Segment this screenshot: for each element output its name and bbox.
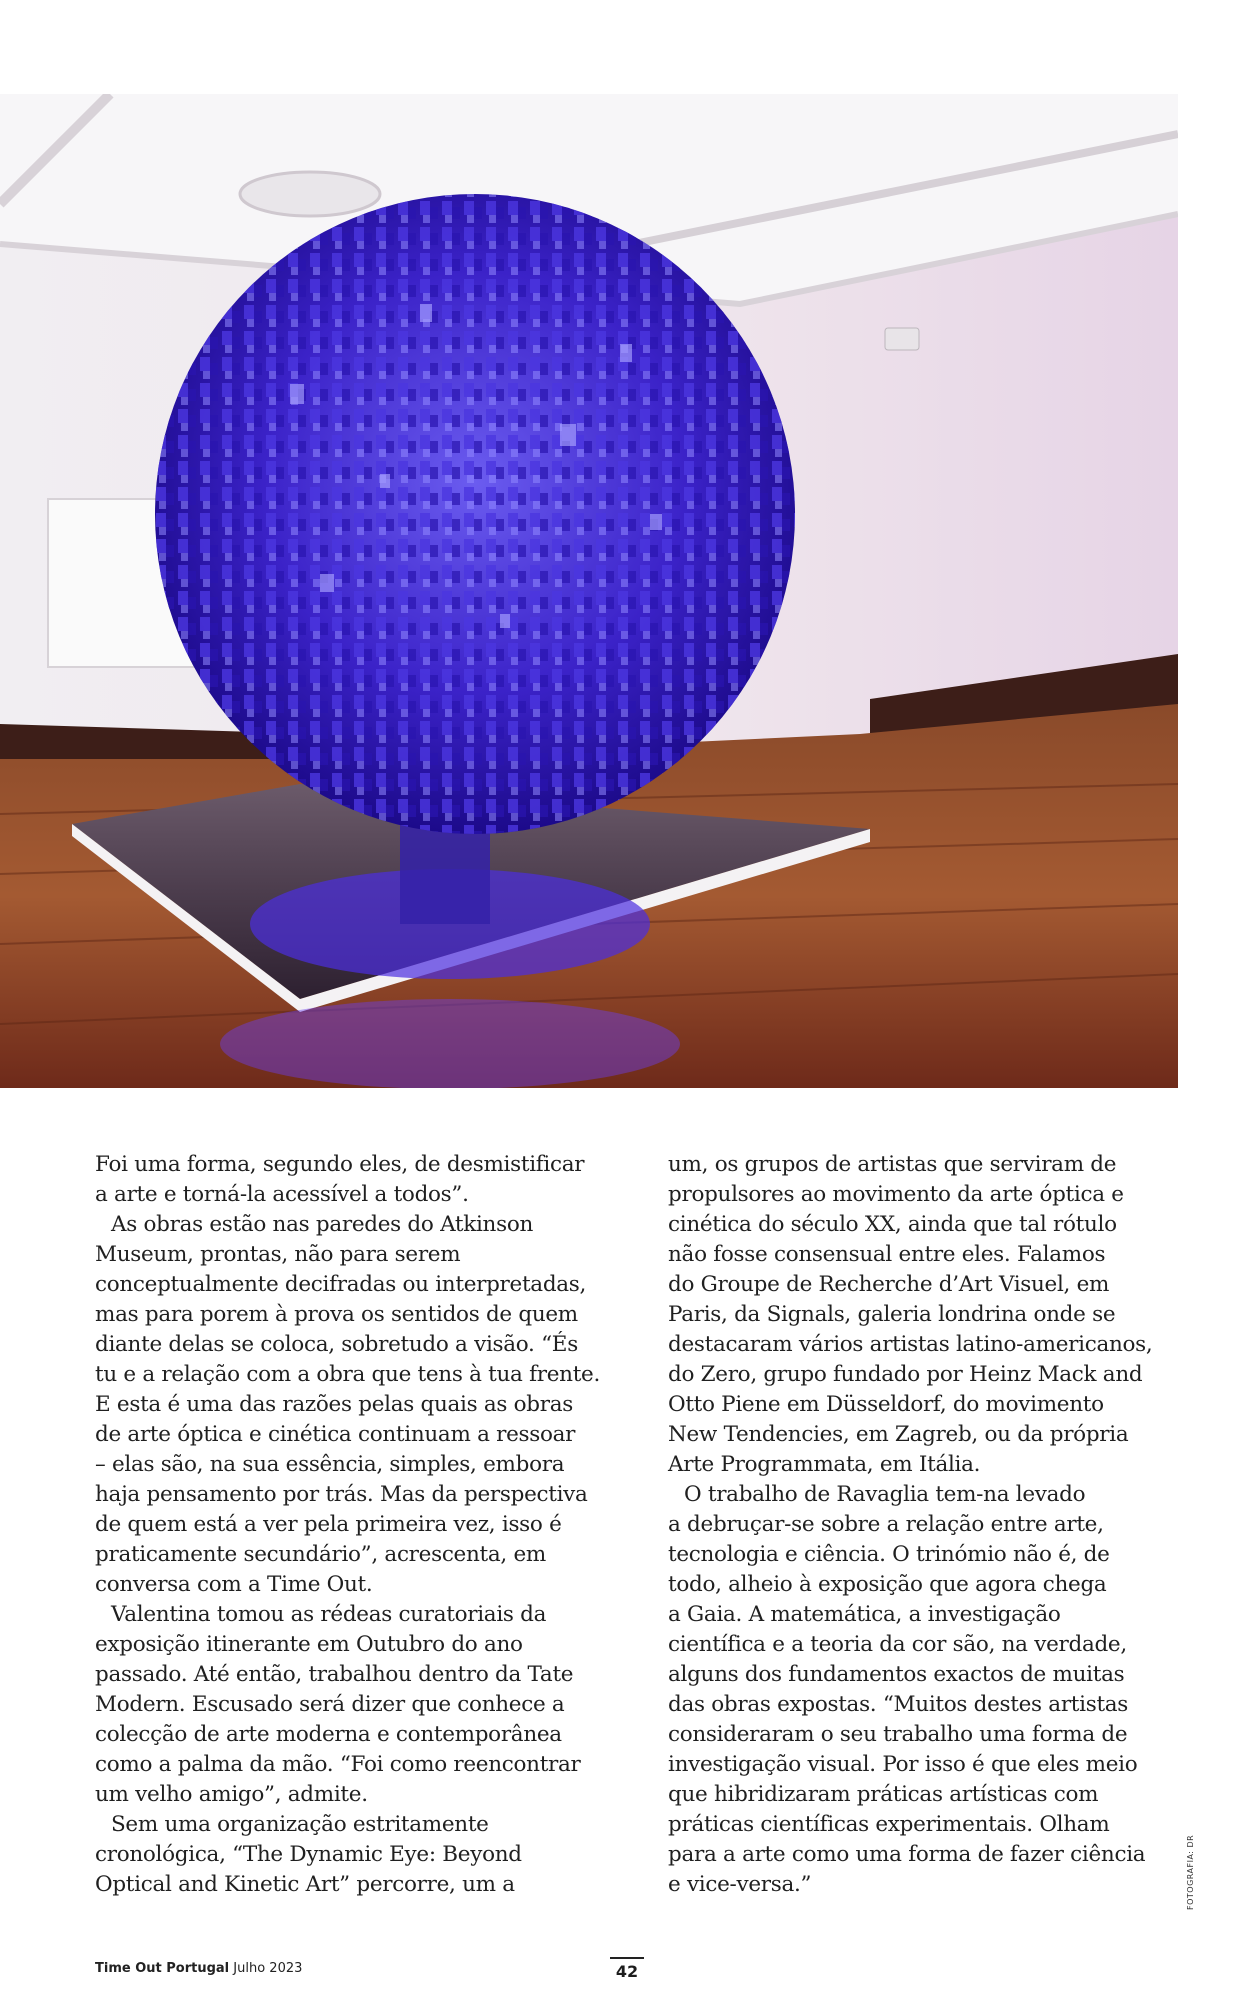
article-paragraph: O trabalho de Ravaglia tem-na levado a debruçar-se sobre a relação entre arte, tecnologia e ciência. O trinómio não é, de todo, alheio à exposição que agora chega a Gaia. A matemática, a investigação científica e a teoria da cor são, na verdade, alguns dos fundamentos exactos de muitas das obras expostas. “Muitos destes artistas consideraram o seu trabalho uma forma de investigação visual. Por isso é que eles meio que hibridizaram práticas artísticas com práticas científicas experimentais. Olham para a arte como uma forma de fazer ciência e vice-versa.”	[668, 1482, 1146, 1897]
article-paragraph: Foi uma forma, segundo eles, de desmistificar a arte e torná-la acessível a todos”.	[95, 1152, 585, 1207]
sculpture-photo-icon	[0, 94, 1178, 1088]
article-column-right	[668, 1150, 1188, 1900]
article-paragraph: Sem uma organização estritamente cronológica, “The Dynamic Eye: Beyond Optical and Kinetic Art” percorre, um a	[95, 1812, 522, 1897]
article-column-left	[95, 1150, 615, 1900]
sculpture-photo	[0, 94, 1178, 1088]
footer-publication-info	[95, 1961, 302, 1976]
publication-date: Julho 2023	[233, 1961, 303, 1976]
publication-name: Time Out Portugal	[95, 1961, 230, 1976]
article-paragraph: um, os grupos de artistas que serviram de propulsores ao movimento da arte óptica e cinética do século XX, ainda que tal rótulo não fosse consensual entre eles. Falamos do Groupe de Recherche d’Art Visuel, em Paris, da Signals, galeria londrina onde se destacaram vários artistas latino-americanos, do Zero, grupo fundado por Heinz Mack and Otto Piene em Düsseldorf, do movimento New Tendencies, em Zagreb, ou da própria Arte Programmata, em Itália.	[668, 1152, 1153, 1477]
photo-credit: FOTOGRAFIA: DR	[1186, 1834, 1195, 1910]
article-paragraph: As obras estão nas paredes do Atkinson Museum, prontas, não para serem conceptualmente decifradas ou interpretadas, mas para porem à prova os sentidos de quem diante delas se coloca, sobretudo a visão. “És tu e a relação com a obra que tens à tua frente. E esta é uma das razões pelas quais as obras de arte óptica e cinética continuam a ressoar – elas são, na sua essência, simples, embora haja pensamento por trás. Mas da perspectiva de quem está a ver pela primeira vez, isso é praticamente secundário”, acrescenta, em conversa com a Time Out.	[95, 1212, 601, 1597]
page-number: 42	[610, 1957, 644, 1981]
article-paragraph: Valentina tomou as rédeas curatoriais da exposição itinerante em Outubro do ano passado. Até então, trabalhou dentro da Tate Modern. Escusado será dizer que conhece a colecção de arte moderna e contemporânea como a palma da mão. “Foi como reencontrar um velho amigo”, admite.	[95, 1602, 581, 1807]
